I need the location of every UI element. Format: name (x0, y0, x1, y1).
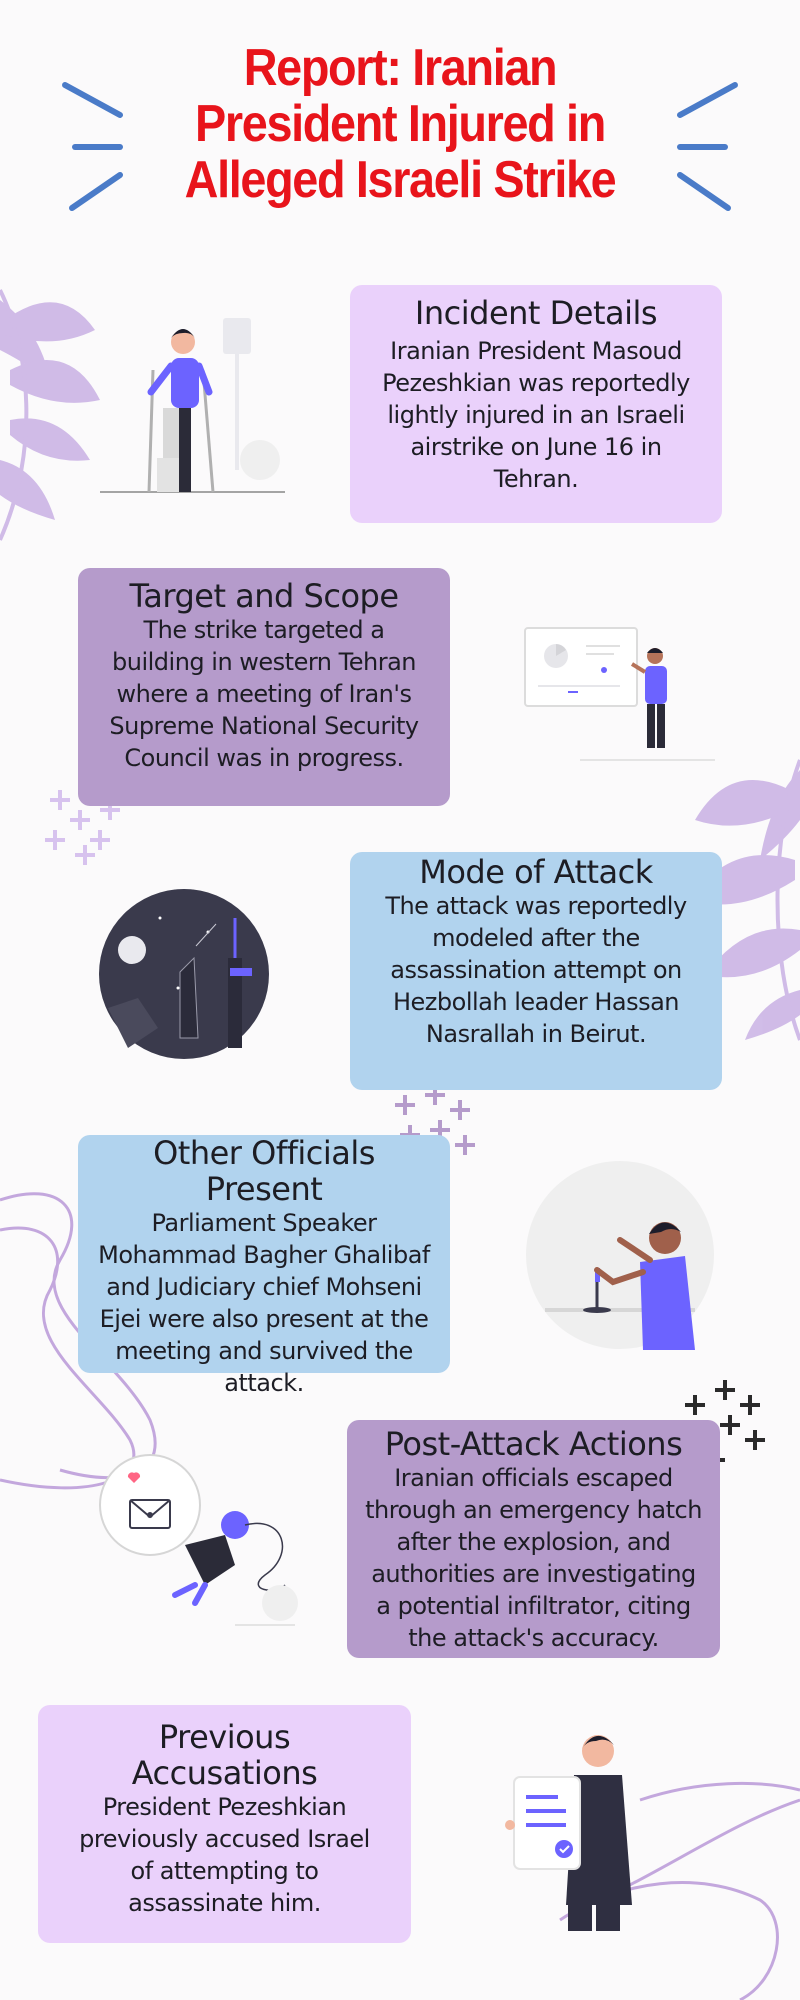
section-heading: Previous Accusations (131, 1718, 318, 1792)
page-title: Report: Iranian President Injured in Alleged Israeli Strike (184, 39, 616, 209)
section-body: Parliament Speaker Mohammad Bagher Ghalibaf and Judiciary chief Mohseni Ejei were also present at the meeting and survived the attack. (98, 1209, 430, 1397)
person-at-microphone-icon (525, 1160, 715, 1350)
section-card-other-officials-present (78, 1134, 450, 1397)
section-heading: Target and Scope (129, 577, 399, 615)
section-body: Iranian President Masoud Pezeshkian was reportedly lightly injured in an Israeli airstrike on June 16 in Tehran. (382, 337, 690, 493)
person-with-document-icon (500, 1725, 660, 1935)
section-card-incident-details (350, 285, 722, 523)
section-card-target-and-scope (78, 568, 450, 806)
section-body: The strike targeted a building in western Tehran where a meeting of Iran's Supreme National Security Council was in progress. (109, 616, 419, 772)
title-burst-right (680, 85, 735, 208)
section-body: The attack was reportedly modeled after the assassination attempt on Hezbollah leader Hassan Nasrallah in Beirut. (385, 892, 687, 1048)
section-heading: Incident Details (414, 294, 658, 332)
leaf-branch-icon (0, 290, 100, 540)
section-body: President Pezeshkian previously accused Israel of attempting to assassinate him. (79, 1793, 370, 1917)
night-city-icon (98, 888, 270, 1060)
section-heading: Mode of Attack (419, 853, 653, 891)
person-on-crutches-icon (95, 300, 295, 500)
title-burst-left (65, 85, 120, 208)
section-card-previous-accusations (38, 1705, 411, 1943)
section-heading: Post-Attack Actions (384, 1425, 683, 1463)
section-heading: Other Officials Present (153, 1134, 375, 1208)
section-body: Iranian officials escaped through an emergency hatch after the explosion, and authorities are investigating a potential infiltrator, citing the attack's accuracy. (365, 1464, 702, 1652)
section-card-mode-of-attack (350, 852, 722, 1090)
person-at-dashboard-icon (520, 620, 720, 770)
floating-astronaut-icon (95, 1445, 305, 1630)
section-card-post-attack-actions (347, 1420, 720, 1658)
